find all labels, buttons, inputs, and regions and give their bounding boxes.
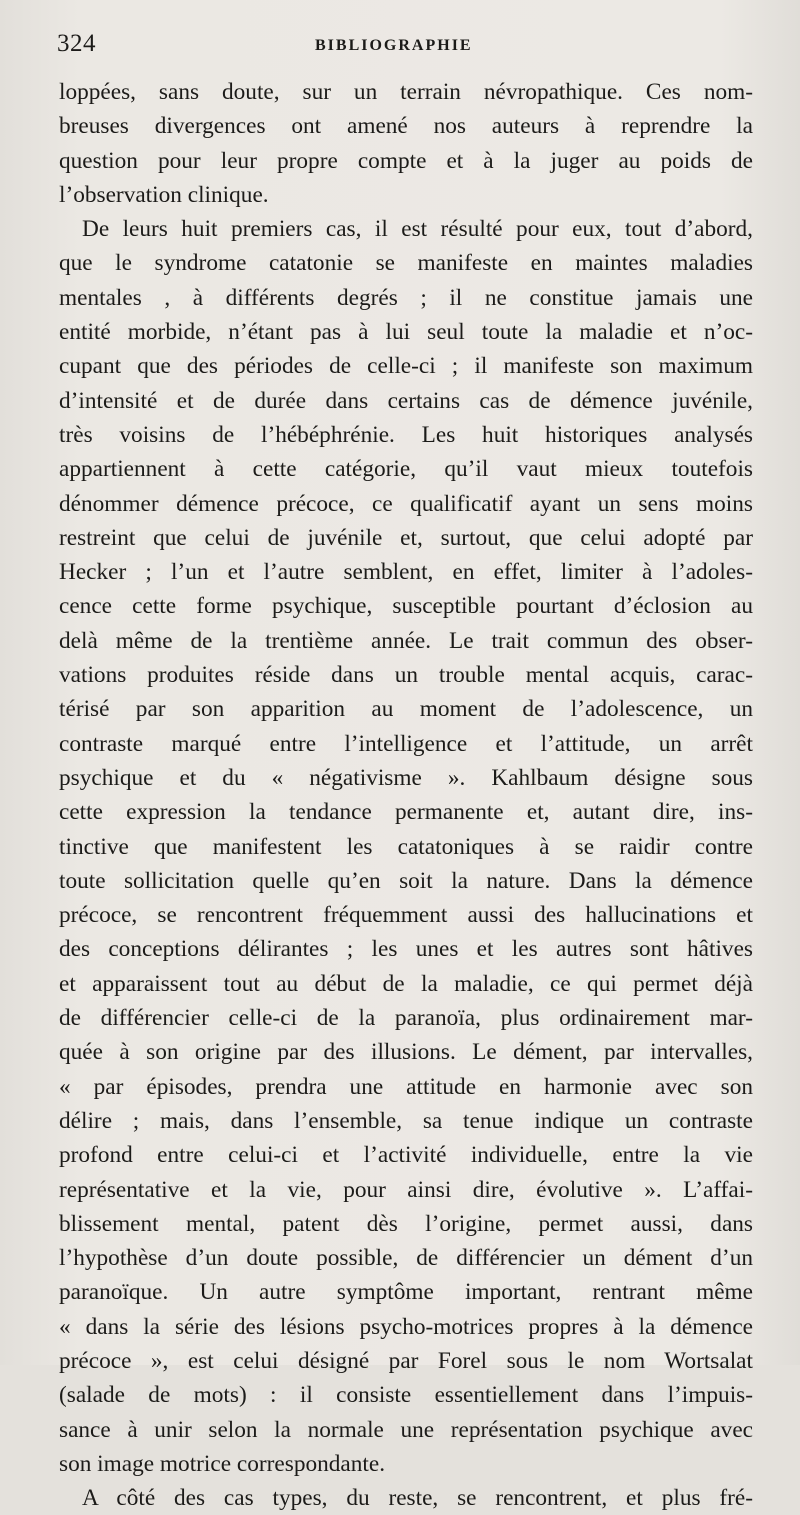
text-line: psychique et du « négativisme ». Kahlbaum désigne sous xyxy=(59,764,753,791)
text-line: dénommer démence précoce, ce qualificatif ayant un sens moins xyxy=(59,490,753,517)
text-line: l’hypothèse d’un doute possible, de différencier un dément d’un xyxy=(59,1245,753,1272)
text-line: très voisins de l’hébéphrénie. Les huit historiques analysés xyxy=(59,421,753,448)
text-line: sance à unir selon la normale une représentation psychique avec xyxy=(59,1416,753,1443)
text-line: cence cette forme psychique, susceptible pourtant d’éclosion au xyxy=(59,593,753,620)
text-line: tinctive que manifestent les catatoniques à se raidir contre xyxy=(59,833,753,860)
text-line: représentative et la vie, pour ainsi dire, évolutive ». L’affai- xyxy=(59,1176,753,1203)
text-line: vations produites réside dans un trouble mental acquis, carac- xyxy=(59,662,753,689)
running-head: BIBLIOGRAPHIE xyxy=(315,37,473,54)
text-line: de différencier celle-ci de la paranoïa, plus ordinairement mar- xyxy=(59,1005,753,1032)
text-line: précoce », est celui désigné par Forel sous le nom Wortsalat xyxy=(59,1347,753,1374)
text-line: toute sollicitation quelle qu’en soit la nature. Dans la démence xyxy=(59,867,753,894)
text-line: profond entre celui-ci et l’activité individuelle, entre la vie xyxy=(59,1142,753,1169)
text-line: « dans la série des lésions psycho-motrices propres à la démence xyxy=(59,1313,753,1340)
text-line: blissement mental, patent dès l’origine, permet aussi, dans xyxy=(59,1210,753,1237)
body-text xyxy=(59,75,753,1515)
text-line: A côté des cas types, du reste, se rencontrent, et plus fré- xyxy=(82,1485,753,1512)
text-line: contraste marqué entre l’intelligence et l’attitude, un arrêt xyxy=(59,730,753,757)
text-line: question pour leur propre compte et à la juger au poids de xyxy=(59,147,753,174)
text-line: l’observation clinique. xyxy=(59,181,269,208)
text-line: précoce, se rencontrent fréquemment aussi des hallucinations et xyxy=(59,902,753,929)
text-line: quée à son origine par des illusions. Le dément, par intervalles, xyxy=(59,1039,753,1066)
text-line: (salade de mots) : il consiste essentiellement dans l’impuis- xyxy=(59,1382,753,1409)
text-line: et apparaissent tout au début de la maladie, ce qui permet déjà xyxy=(59,970,753,997)
text-line: breuses divergences ont amené nos auteurs à reprendre la xyxy=(59,113,753,140)
text-line: délire ; mais, dans l’ensemble, sa tenue indique un contraste xyxy=(59,1107,753,1134)
text-line: appartiennent à cette catégorie, qu’il vaut mieux toutefois xyxy=(59,456,753,483)
text-line: que le syndrome catatonie se manifeste en maintes maladies xyxy=(59,250,753,277)
text-line: son image motrice correspondante. xyxy=(59,1450,386,1477)
text-line: paranoïque. Un autre symptôme important, rentrant même xyxy=(59,1279,753,1306)
text-line: d’intensité et de durée dans certains cas de démence juvénile, xyxy=(59,387,753,414)
text-line: mentales , à différents degrés ; il ne constitue jamais une xyxy=(59,284,753,311)
text-line: térisé par son apparition au moment de l’adolescence, un xyxy=(59,696,753,723)
page-header xyxy=(57,30,757,64)
page-number: 324 xyxy=(57,30,96,57)
text-line: des conceptions délirantes ; les unes et les autres sont hâtives xyxy=(59,936,753,963)
text-line: delà même de la trentième année. Le trait commun des obser- xyxy=(59,627,753,654)
text-line: entité morbide, n’étant pas à lui seul toute la maladie et n’oc- xyxy=(59,319,753,346)
text-line: cette expression la tendance permanente et, autant dire, ins- xyxy=(59,799,753,826)
text-line: cupant que des périodes de celle-ci ; il manifeste son maximum xyxy=(59,353,753,380)
text-line: De leurs huit premiers cas, il est résulté pour eux, tout d’abord, xyxy=(82,216,753,243)
text-line: restreint que celui de juvénile et, surtout, que celui adopté par xyxy=(59,524,753,551)
text-line: Hecker ; l’un et l’autre semblent, en effet, limiter à l’adoles- xyxy=(59,559,753,586)
text-line: « par épisodes, prendra une attitude en harmonie avec son xyxy=(59,1073,753,1100)
text-line: loppées, sans doute, sur un terrain névropathique. Ces nom- xyxy=(59,79,753,105)
